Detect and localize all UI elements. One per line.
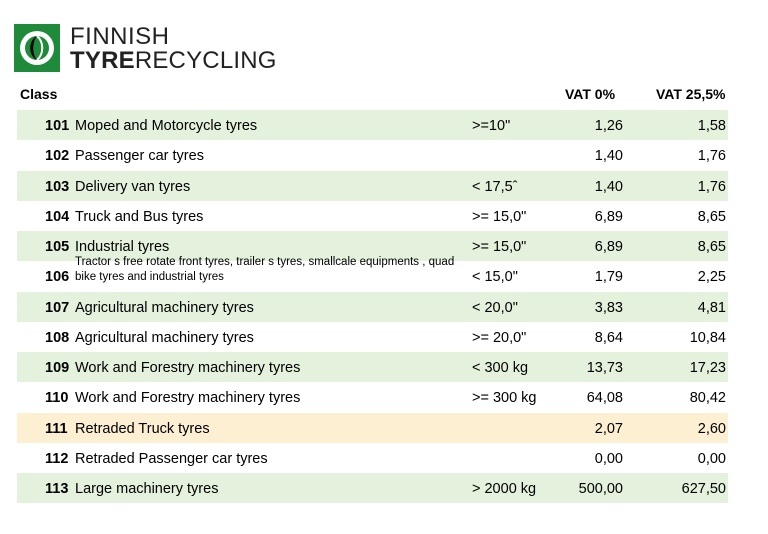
table-row	[17, 322, 728, 352]
table-row	[17, 473, 728, 503]
tyre-category: Truck and Bus tyres	[75, 208, 204, 225]
class-code: 112	[45, 450, 69, 467]
price-vat-0: 64,08	[586, 390, 623, 407]
tyre-category: Agricultural machinery tyres	[75, 329, 254, 346]
header-vat-0: VAT 0%	[565, 86, 616, 102]
class-code: 109	[45, 360, 70, 376]
table-row	[17, 256, 728, 291]
tyre-category: Moped and Motorcycle tyres	[75, 118, 258, 134]
header-vat-25: VAT 25,5%	[656, 86, 726, 102]
tyre-category: Industrial tyres	[75, 239, 170, 255]
class-code: 107	[45, 299, 70, 316]
size-limit: < 17,5ˆ	[472, 178, 518, 195]
price-vat-25: 0,00	[697, 450, 726, 467]
tyre-category: Work and Forestry machinery tyres	[75, 390, 301, 407]
price-vat-25: 10,84	[689, 329, 726, 346]
tyre-category: Agricultural machinery tyres	[75, 299, 254, 316]
table-row	[17, 443, 728, 473]
tyre-recycling-logo-icon	[14, 24, 60, 72]
table-row	[17, 292, 728, 322]
price-vat-0: 1,26	[594, 118, 623, 134]
table-row	[17, 413, 728, 443]
price-vat-25: 80,42	[689, 390, 726, 407]
price-vat-25: 1,58	[697, 118, 726, 134]
table-row	[17, 352, 728, 382]
size-limit: >= 20,0"	[472, 329, 527, 346]
table-row	[17, 382, 728, 412]
tyre-category: Tractor s free rotate front tyres, trailer s tyres, smallcale equipments , quad bike tyres and industrial tyres	[75, 256, 455, 284]
class-code: 102	[45, 148, 70, 165]
price-vat-25: 2,25	[697, 269, 726, 286]
size-limit: < 20,0"	[472, 299, 518, 316]
price-vat-0: 500,00	[578, 481, 623, 497]
price-vat-0: 1,40	[594, 148, 623, 165]
price-vat-0: 1,40	[594, 178, 623, 195]
size-limit: >=10"	[472, 118, 511, 134]
price-vat-25: 8,65	[697, 208, 726, 225]
logo-text-recycling: RECYCLING	[134, 47, 277, 74]
size-limit: >= 15,0"	[472, 239, 527, 255]
price-vat-25: 4,81	[697, 299, 726, 316]
tyre-category: Large machinery tyres	[75, 481, 219, 497]
size-limit: >= 300 kg	[472, 390, 537, 407]
class-code: 105	[45, 239, 70, 255]
class-code: 110	[45, 390, 69, 407]
tyre-category: Retraded Passenger car tyres	[75, 450, 268, 467]
price-vat-0: 13,73	[586, 360, 623, 376]
class-code: 106	[45, 269, 70, 286]
tyre-category: Work and Forestry machinery tyres	[75, 360, 301, 376]
price-vat-25: 1,76	[697, 148, 726, 165]
price-vat-0: 8,64	[594, 329, 623, 346]
size-limit: > 2000 kg	[472, 481, 537, 497]
class-code: 108	[45, 329, 70, 346]
logo-text-tyre: TYRE	[70, 47, 135, 74]
size-limit: < 15,0"	[472, 269, 518, 286]
table-row	[17, 110, 728, 140]
price-vat-0: 6,89	[594, 208, 623, 225]
table-row	[17, 201, 728, 231]
size-limit: >= 15,0"	[472, 208, 527, 225]
tyre-category: Passenger car tyres	[75, 148, 204, 165]
price-vat-25: 2,60	[697, 420, 726, 437]
class-code: 101	[45, 118, 70, 134]
class-code: 113	[45, 481, 69, 497]
price-vat-0: 6,89	[594, 239, 623, 255]
tyre-category: Retraded Truck tyres	[75, 420, 210, 437]
class-code: 104	[45, 208, 70, 225]
tyre-category: Delivery van tyres	[75, 178, 191, 195]
price-vat-0: 2,07	[594, 420, 623, 437]
header-class: Class	[20, 86, 58, 102]
price-vat-25: 1,76	[697, 178, 726, 195]
class-code: 111	[45, 420, 68, 437]
table-row	[17, 140, 728, 170]
price-vat-0: 3,83	[594, 299, 623, 316]
price-vat-25: 17,23	[689, 360, 726, 376]
price-vat-25: 8,65	[697, 239, 726, 255]
price-vat-0: 1,79	[594, 269, 623, 286]
table-row	[17, 171, 728, 201]
logo-text-tyre-recycling	[70, 49, 277, 73]
price-vat-25: 627,50	[681, 481, 726, 497]
logo-text-finnish: FINNISH	[70, 23, 170, 50]
price-vat-0: 0,00	[594, 450, 623, 467]
class-code: 103	[45, 178, 70, 195]
size-limit: < 300 kg	[472, 360, 529, 376]
